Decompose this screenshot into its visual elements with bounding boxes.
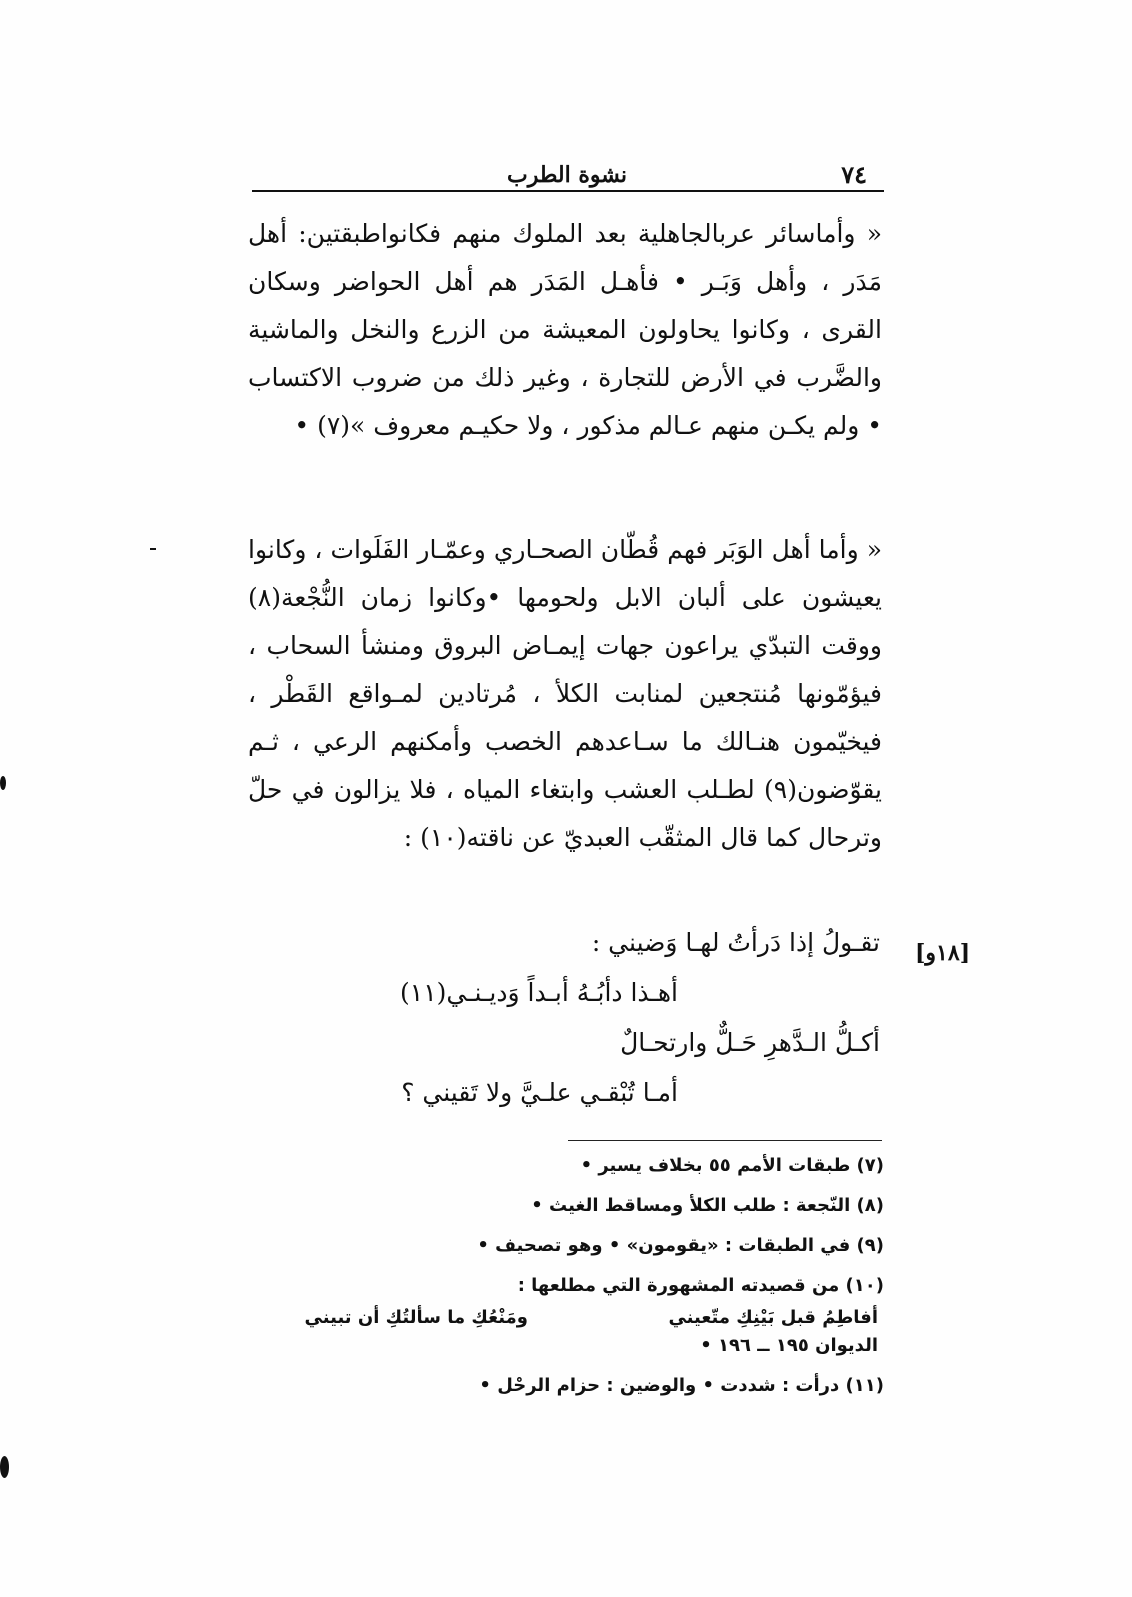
footnote-9: (٩) في الطبقات : «يقومون» • وهو تصحيف •	[477, 1235, 884, 1256]
body-paragraph-2: « وأما أهل الوَبَر فهم قُطّان الصحـاري وعمّـار الفَلَوات ، وكانوا يعيشون على ألبان الابل ولحومها •وكانوا زمان النُّجْعة(٨) ووقت التبدّي يراعون جهات إيمـاض البروق ومنشأ السحاب ، فيؤمّونها مُنتجعين لمنابت الكلأ ، مُرتادين لمـواقع القَطْر ، فيخيّمون هنـالك ما سـاعدهم الخصب وأمكنهم الرعي ، ثـم يقوّضون(٩) لطـلب العشب وابتغاء المياه ، فلا يزالون في حلّ وترحال كما قال المثقّب العبديّ عن ناقته(١٠) :	[248, 535, 882, 852]
header-rule	[252, 190, 884, 192]
page-header	[253, 160, 881, 190]
footnote-8: (٨) النّجعة : طلب الكلأ ومساقط الغيث •	[531, 1195, 884, 1216]
footnote-7: (٧) طبقات الأمم ٥٥ بخلاف يسير •	[580, 1155, 884, 1176]
verse-line-3: أكـلُّ الـدَّهرِ حَـلٌّ وارتحـالٌ	[620, 1028, 880, 1057]
footnote-10-source: الديوان ١٩٥ ــ ١٩٦ •	[700, 1335, 878, 1356]
footnote-rule	[568, 1140, 882, 1141]
verse-line-1: تقـولُ إذا دَرأتُ لهـا وَضيني :	[591, 928, 880, 957]
scan-speck	[150, 548, 156, 550]
running-title: نشوة الطرب	[506, 162, 627, 188]
verse-line-2: أهـذا دأبُـهُ أبـداً وَديـنـي(١١)	[400, 978, 678, 1007]
footnote-10: (١٠) من قصيدته المشهورة التي مطلعها :	[517, 1275, 884, 1296]
footnote-10-hemistich-2: ومَنْعُكِ ما سألتُكِ أن تبيني	[304, 1307, 528, 1328]
folio-margin-note: [١٨و]	[915, 940, 971, 966]
page-number: ٧٤	[841, 160, 867, 189]
footnotes	[240, 1152, 884, 1412]
footnote-10-hemistich-1: أفاطِمُ قبل بَيْنِكِ متّعيني	[668, 1307, 878, 1328]
verse-line-4: أمـا تُبْقـي علـيَّ ولا تَقيني ؟	[401, 1078, 678, 1107]
body-paragraph-1: « وأماسائر عربالجاهلية بعد الملوك منهم فكانواطبقتين: أهل مَدَر ، وأهل وَبَـر • فأهـل المَدَر هم أهل الحواضر وسكان القرى ، وكانوا يحاولون المعيشة من الزرع والنخل والماشية والضَّرب في الأرض للتجارة ، وغير ذلك من ضروب الاكتساب • ولم يكـن منهم عـالم مذكور ، ولا حكيـم معروف »(٧) •	[248, 219, 882, 440]
footnote-10-verse	[240, 1304, 884, 1332]
scan-speck	[0, 1456, 9, 1478]
footnote-11: (١١) درأت : شددت • والوضين : حزام الرحْل •	[479, 1375, 884, 1396]
scan-speck	[0, 776, 6, 790]
